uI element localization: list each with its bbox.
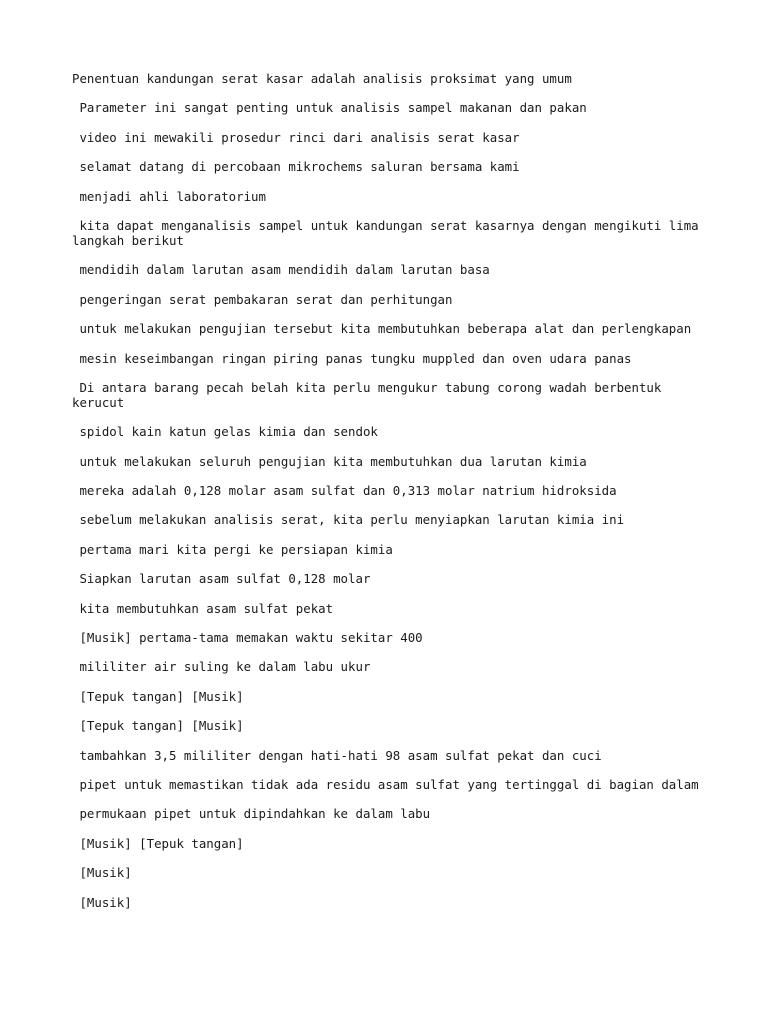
transcript-document [72,71,707,924]
transcript-line: video ini mewakili prosedur rinci dari analisis serat kasar [72,129,520,145]
transcript-line: sebelum melakukan analisis serat, kita perlu menyiapkan larutan kimia ini [72,512,625,528]
transcript-line: untuk melakukan pengujian tersebut kita membutuhkan beberapa alat dan perlengkapan [72,321,692,337]
transcript-line: tambahkan 3,5 mililiter dengan hati-hati 98 asam sulfat pekat dan cuci [72,747,602,763]
transcript-line: mendidih dalam larutan asam mendidih dalam larutan basa [72,262,490,278]
transcript-line: menjadi ahli laboratorium [72,188,266,204]
transcript-line: Parameter ini sangat penting untuk analisis sampel makanan dan pakan [72,100,587,116]
transcript-line: Di antara barang pecah belah kita perlu mengukur tabung corong wadah berbentuk kerucut [72,379,669,410]
transcript-line: [Tepuk tangan] [Musik] [72,688,244,704]
transcript-line: Siapkan larutan asam sulfat 0,128 molar [72,571,371,587]
transcript-line: [Musik] [72,865,132,881]
transcript-line: Penentuan kandungan serat kasar adalah analisis proksimat yang umum [72,71,572,86]
transcript-line: pengeringan serat pembakaran serat dan perhitungan [72,291,453,307]
transcript-line: kita dapat menganalisis sampel untuk kandungan serat kasarnya dengan mengikuti lima langkah berikut [72,217,707,248]
transcript-line: untuk melakukan seluruh pengujian kita membutuhkan dua larutan kimia [72,453,587,469]
transcript-line: selamat datang di percobaan mikrochems saluran bersama kami [72,159,520,175]
transcript-line: mesin keseimbangan ringan piring panas tungku muppled dan oven udara panas [72,350,632,366]
transcript-line: pertama mari kita pergi ke persiapan kimia [72,541,393,557]
transcript-line: mereka adalah 0,128 molar asam sulfat dan 0,313 molar natrium hidroksida [72,483,617,499]
transcript-line: spidol kain katun gelas kimia dan sendok [72,424,378,440]
transcript-line: [Musik] pertama-tama memakan waktu sekitar 400 [72,630,423,646]
transcript-line: kita membutuhkan asam sulfat pekat [72,600,334,616]
transcript-line: [Musik] [Tepuk tangan] [72,835,244,851]
transcript-line: mililiter air suling ke dalam labu ukur [72,659,371,675]
transcript-line: [Tepuk tangan] [Musik] [72,718,244,734]
transcript-line: [Musik] [72,894,132,910]
transcript-line: pipet untuk memastikan tidak ada residu asam sulfat yang tertinggal di bagian dalam [72,776,699,792]
transcript-line: permukaan pipet untuk dipindahkan ke dalam labu [72,806,431,822]
